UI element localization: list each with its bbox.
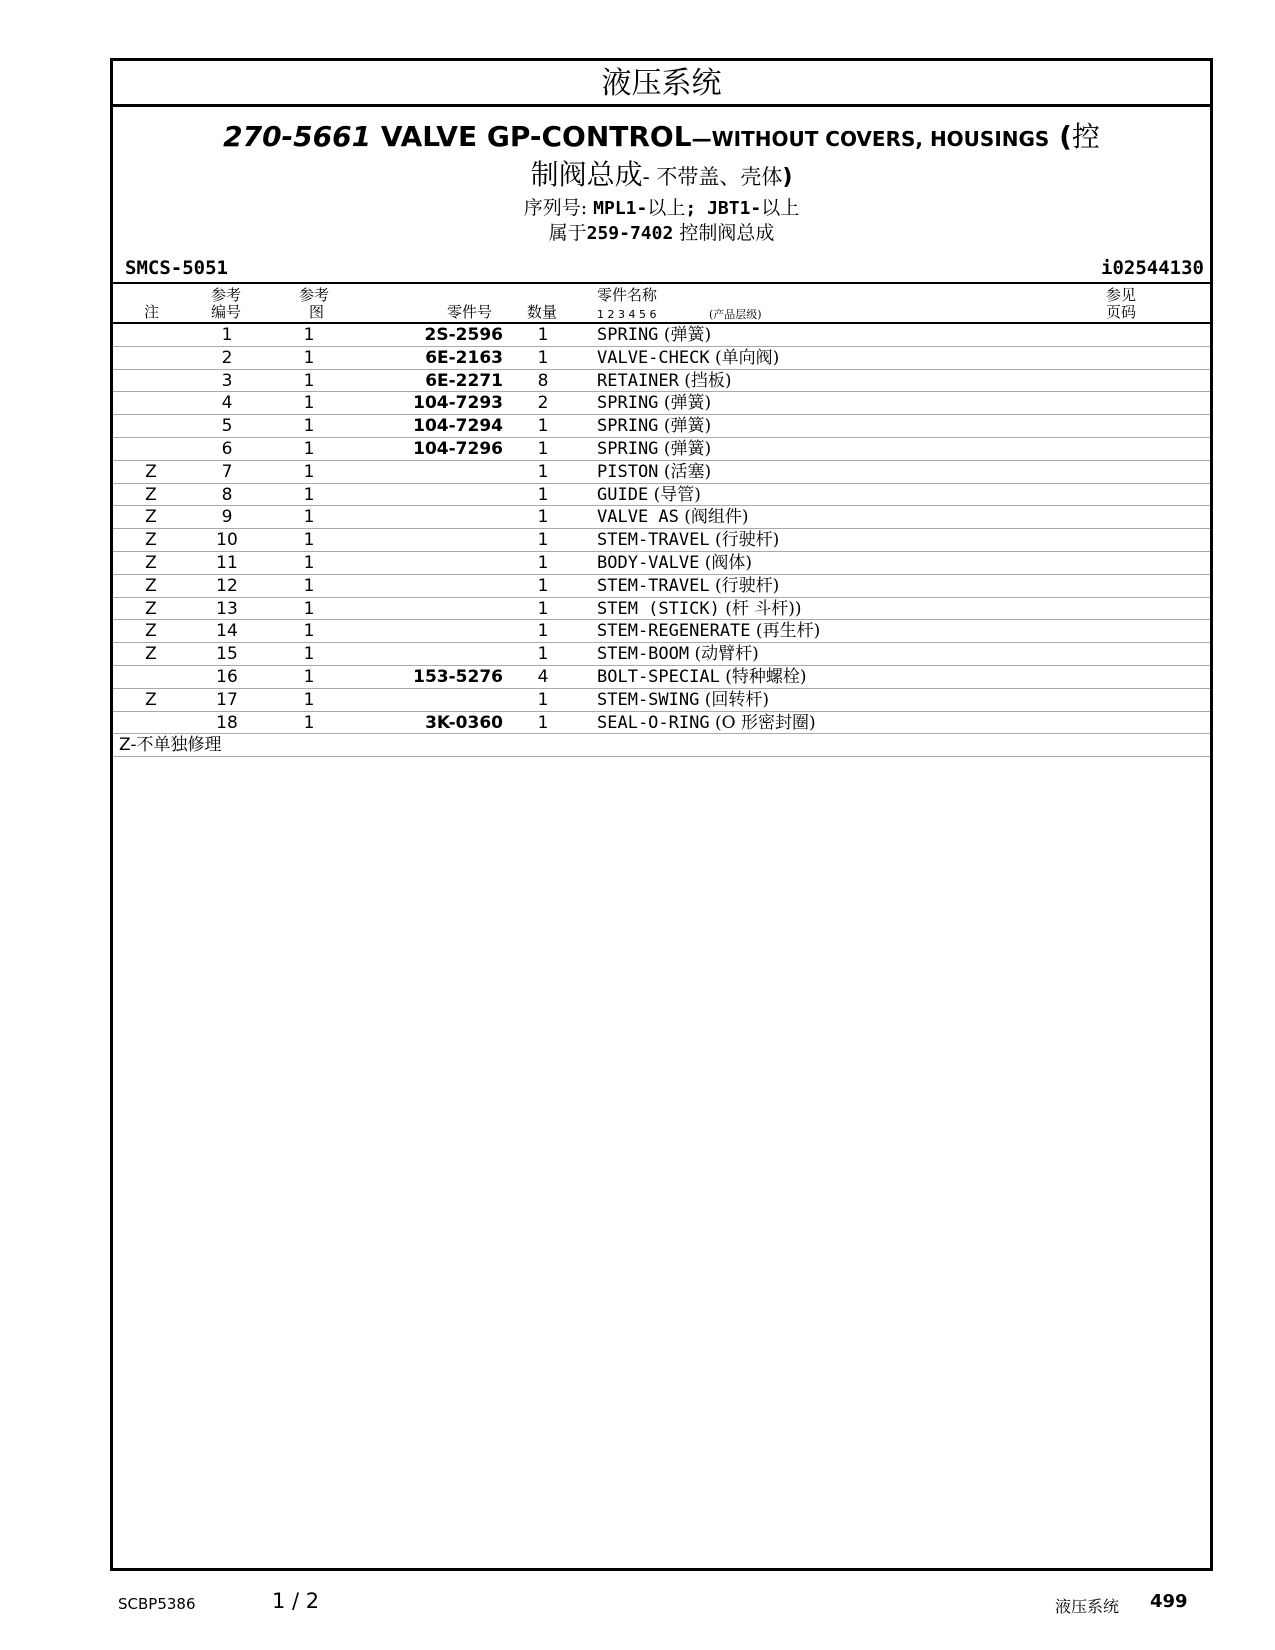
row-part-number: 3K-0360	[425, 712, 503, 733]
row-ref: 11	[216, 552, 238, 573]
table-row	[113, 347, 1210, 370]
row-qty: 1	[537, 552, 549, 573]
row-ref: 3	[221, 370, 233, 391]
row-part-name: PISTON (活塞)	[597, 461, 712, 482]
col-ref-fig-1: 参考	[299, 286, 330, 304]
table-row	[113, 370, 1210, 393]
belongs-name: 控制阀总成	[673, 222, 775, 244]
row-part-number: 153-5276	[413, 666, 503, 687]
serial-separator: ;	[685, 198, 708, 219]
title-name-main: VALVE GP-CONTROL	[380, 120, 692, 153]
title-name-sub: —WITHOUT COVERS, HOUSINGS	[691, 127, 1050, 151]
row-ref: 10	[216, 530, 238, 551]
table-row	[113, 461, 1210, 484]
serial-text-2: 以上	[761, 197, 800, 219]
row-ref: 1	[221, 325, 233, 345]
row-ref: 15	[216, 644, 238, 665]
row-qty: 1	[537, 484, 549, 505]
row-qty: 1	[537, 438, 549, 459]
row-ref: 4	[221, 393, 233, 414]
footer-page-number: 499	[1150, 1591, 1188, 1612]
row-ref: 2	[221, 347, 233, 368]
row-note: Z	[145, 552, 157, 573]
row-fig: 1	[303, 438, 315, 459]
row-fig: 1	[303, 575, 315, 596]
title-part-number: 270-5661	[223, 120, 372, 153]
row-ref: 5	[221, 416, 233, 437]
row-part-name: BOLT-SPECIAL (特种螺栓)	[597, 666, 807, 687]
serial-text-1: 以上	[647, 197, 686, 219]
row-part-name: STEM-BOOM (动臂杆)	[597, 644, 759, 665]
row-fig: 1	[303, 347, 315, 368]
row-qty: 1	[537, 347, 549, 368]
row-part-name: STEM-REGENERATE (再生杆)	[597, 621, 821, 642]
row-note: Z	[145, 484, 157, 505]
parts-table	[113, 324, 1210, 757]
footer-page-fraction: 1 / 2	[272, 1589, 320, 1613]
row-ref: 13	[216, 598, 238, 619]
row-fig: 1	[303, 325, 315, 345]
row-part-name: SPRING (弹簧)	[597, 393, 712, 414]
table-row	[113, 506, 1210, 529]
table-row	[113, 598, 1210, 621]
title-cn-second: 制阀总成	[530, 158, 643, 191]
col-note: 注	[144, 303, 160, 321]
row-ref: 14	[216, 621, 238, 642]
footnote-text: 不单独修理	[136, 735, 222, 756]
table-row	[113, 575, 1210, 598]
belongs-prefix: 属于	[548, 222, 587, 244]
smcs-code: SMCS-5051	[125, 257, 228, 279]
serial-line	[113, 196, 1210, 221]
serial-value-1: MPL1-	[593, 198, 648, 219]
title-cn-first: 控	[1071, 120, 1100, 153]
title-paren-open: (	[1059, 120, 1072, 153]
row-qty: 1	[537, 621, 549, 642]
row-ref: 17	[216, 689, 238, 710]
row-fig: 1	[303, 393, 315, 414]
row-qty: 1	[537, 507, 549, 528]
table-row	[113, 324, 1210, 347]
serial-label: 序列号:	[523, 197, 594, 219]
row-fig: 1	[303, 484, 315, 505]
row-fig: 1	[303, 370, 315, 391]
row-note: Z	[145, 689, 157, 710]
table-row	[113, 484, 1210, 507]
title-paren-close: )	[782, 165, 793, 190]
row-note: Z	[145, 598, 157, 619]
row-ref: 9	[221, 507, 233, 528]
row-ref: 16	[216, 666, 238, 687]
row-ref: 18	[216, 712, 238, 733]
row-ref: 6	[221, 438, 233, 459]
row-ref: 7	[221, 461, 233, 482]
row-part-name: STEM-SWING (回转杆)	[597, 689, 770, 710]
table-row	[113, 438, 1210, 461]
row-fig: 1	[303, 552, 315, 573]
row-part-number: 6E-2163	[425, 347, 503, 368]
row-part-name: STEM-TRAVEL (行驶杆)	[597, 575, 780, 596]
table-row	[113, 666, 1210, 689]
row-fig: 1	[303, 644, 315, 665]
row-qty: 1	[537, 530, 549, 551]
page-footer	[0, 1585, 1275, 1625]
row-qty: 1	[537, 689, 549, 710]
row-fig: 1	[303, 712, 315, 733]
col-levels: 1 2 3 4 5 6	[597, 308, 657, 321]
table-row	[113, 529, 1210, 552]
row-part-name: STEM-TRAVEL (行驶杆)	[597, 530, 780, 551]
row-part-number: 104-7294	[413, 416, 503, 437]
row-fig: 1	[303, 598, 315, 619]
serial-value-2: JBT1-	[707, 198, 762, 219]
row-qty: 1	[537, 575, 549, 596]
row-part-number: 6E-2271	[425, 370, 503, 391]
row-qty: 1	[537, 712, 549, 733]
row-ref: 8	[221, 484, 233, 505]
row-part-name: STEM (STICK) (杆 斗杆))	[597, 598, 802, 619]
row-qty: 1	[537, 598, 549, 619]
row-fig: 1	[303, 461, 315, 482]
row-part-number: 2S-2596	[424, 325, 503, 345]
row-part-name: VALVE-CHECK (单向阀)	[597, 347, 780, 368]
row-part-name: SEAL-O-RING (O 形密封圈)	[597, 712, 816, 733]
title-line-1	[113, 119, 1210, 157]
title-block	[113, 107, 1210, 246]
row-fig: 1	[303, 507, 315, 528]
row-fig: 1	[303, 689, 315, 710]
row-note: Z	[145, 644, 157, 665]
col-qty: 数量	[527, 303, 558, 321]
col-see-page-1: 参见	[1106, 286, 1137, 304]
row-note: Z	[145, 507, 157, 528]
col-part-name: 零件名称	[597, 286, 658, 304]
row-fig: 1	[303, 530, 315, 551]
table-row	[113, 620, 1210, 643]
table-row	[113, 415, 1210, 438]
row-qty: 1	[537, 461, 549, 482]
row-qty: 2	[537, 393, 549, 414]
row-part-name: SPRING (弹簧)	[597, 416, 712, 437]
row-part-name: SPRING (弹簧)	[597, 438, 712, 459]
row-part-name: RETAINER (挡板)	[597, 370, 732, 391]
table-row	[113, 552, 1210, 575]
row-part-name: SPRING (弹簧)	[597, 325, 712, 345]
row-note: Z	[145, 575, 157, 596]
row-part-name: GUIDE (导管)	[597, 484, 701, 505]
row-ref: 12	[216, 575, 238, 596]
row-note: Z	[145, 530, 157, 551]
belongs-part: 259-7402	[586, 223, 674, 244]
row-qty: 1	[537, 416, 549, 437]
row-fig: 1	[303, 666, 315, 687]
meta-row	[113, 254, 1210, 284]
row-note: Z	[145, 461, 157, 482]
page-frame	[110, 58, 1213, 1571]
row-part-number: 104-7293	[413, 393, 503, 414]
table-row	[113, 392, 1210, 415]
row-qty: 1	[537, 325, 549, 345]
footnote-code: Z-	[119, 735, 137, 756]
table-row	[113, 689, 1210, 712]
col-ref-no-1: 参考	[211, 286, 242, 304]
column-header	[113, 284, 1210, 324]
col-ref-no-2: 编号	[211, 303, 242, 321]
col-see-page-2: 页码	[1106, 303, 1137, 321]
row-fig: 1	[303, 416, 315, 437]
row-qty: 1	[537, 644, 549, 665]
table-row	[113, 712, 1210, 735]
title-cn-sub: - 不带盖、壳体	[642, 165, 783, 189]
col-levels-note: (产品层级)	[709, 308, 762, 321]
col-part-no: 零件号	[447, 303, 493, 321]
row-part-name: BODY-VALVE (阀体)	[597, 552, 753, 573]
table-row	[113, 643, 1210, 666]
footer-doc-id: SCBP5386	[118, 1595, 196, 1613]
section-title: 液压系统	[113, 61, 1210, 107]
footnote	[113, 734, 1210, 757]
title-line-2	[113, 157, 1210, 196]
row-qty: 8	[537, 370, 549, 391]
row-note: Z	[145, 621, 157, 642]
row-qty: 4	[537, 666, 549, 687]
col-ref-fig-2: 图	[309, 303, 325, 321]
footer-section: 液压系统	[1055, 1597, 1120, 1616]
row-part-number: 104-7296	[413, 438, 503, 459]
illustration-id: i02544130	[1101, 257, 1204, 279]
row-fig: 1	[303, 621, 315, 642]
belongs-line	[113, 221, 1210, 246]
row-part-name: VALVE AS (阀组件)	[597, 507, 749, 528]
